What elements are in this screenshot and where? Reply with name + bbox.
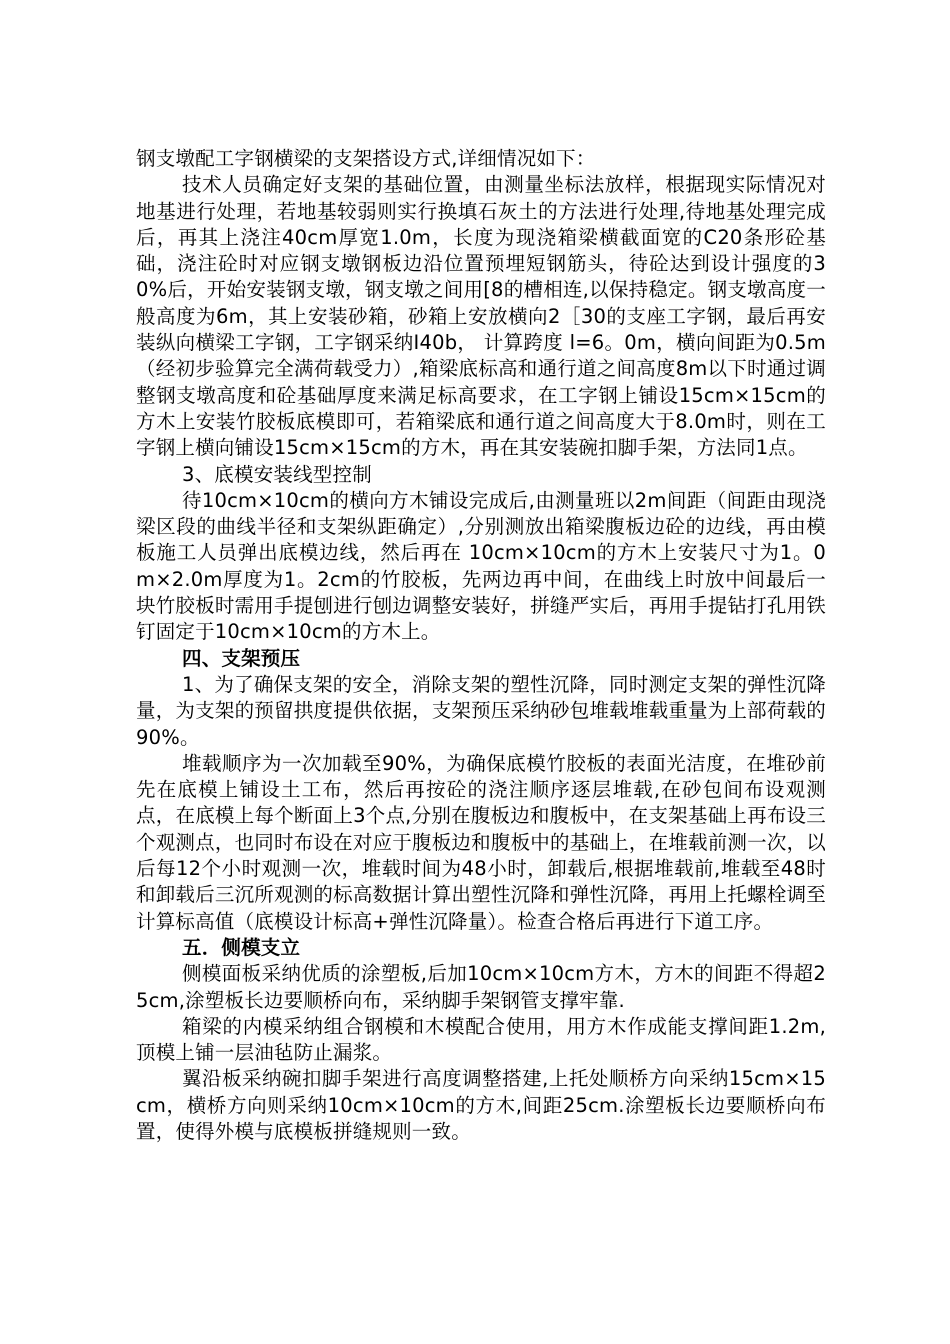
paragraph-foundation: 技术人员确定好支架的基础位置，由测量坐标法放样，根据现实际情况对地基进行处理，若地基较弱则实行换填石灰土的方法进行处理,待地基处理完成后，再其上浇注40cm厚宽1.0m，长度为现浇箱梁横截面宽的C20条形砼基础，浇注砼时对应钢支墩钢板边沿位置预埋短钢筋头，待砼达到设计强度的30%后，开始安装钢支墩，钢支墩之间用[8的槽相连,以保持稳定。钢支墩高度一般高度为6m，其上安装砂箱，砂箱上安放横向2［30的支座工字钢，最后再安装纵向横梁工字钢，工字钢采纳I40b， 计算跨度 l=6。0m，横向间距为0.5m（经初步验算完全满荷载受力）,箱梁底标高和通行道之间高度8m以下时通过调整钢支墩高度和砼基础厚度来满足标高要求，在工字钢上铺设15cm×15cm的方木上安装竹胶板底模即可，若箱梁底和通行道之间高度大于8.0m时，则在工字钢上横向铺设15cm×15cm的方木，再在其安装碗扣脚手架，方法同1点。 <box>136 173 826 460</box>
document-body <box>136 146 826 1145</box>
paragraph-inner-formwork: 箱梁的内模采纳组合钢模和木模配合使用，用方木作成能支撑间距1.2m,顶模上铺一层油毡防止漏浆。 <box>136 1014 826 1065</box>
heading-side-formwork: 五．侧模支立 <box>182 935 301 959</box>
paragraph-preloading-purpose: 1、为了确保支架的安全，消除支架的塑性沉降，同时测定支架的弹性沉降量，为支架的预留拱度提供依据，支架预压采纳砂包堆载堆载重量为上部荷载的90%。 <box>136 672 826 749</box>
paragraph-intro: 钢支墩配工字钢横梁的支架搭设方式,详细情况如下： <box>136 147 596 170</box>
paragraph-bottom-formwork: 待10cm×10cm的横向方木铺设完成后,由测量班以2m间距（间距由现浇梁区段的曲线半径和支架纵距确定）,分别测放出箱梁腹板边砼的边线，再由模板施工人员弹出底模边线，然后再在 10cm×10cm的方木上安装尺寸为1。0m×2.0m厚度为1。2cm的竹胶板，先两边再中间，在曲线上时放中间最后一块竹胶板时需用手提刨进行刨边调整安装好，拼缝严实后，再用手提钻打孔用铁钉固定于10cm×10cm的方木上。 <box>136 488 826 644</box>
heading-preloading: 四、支架预压 <box>182 646 301 670</box>
paragraph-wing-slab: 翼沿板采纳碗扣脚手架进行高度调整搭建,上托处顺桥方向采纳15cm×15cm，横桥方向则采纳10cm×10cm的方木,间距25cm.涂塑板长边要顺桥向布置，使得外模与底模板拼缝规则一致。 <box>136 1067 826 1143</box>
paragraph-side-formwork: 侧模面板采纳优质的涂塑板,后加10cm×10cm方木，方木的间距不得超25cm,涂塑板长边要顺桥向布，采纳脚手架钢管支撑牢靠. <box>136 962 826 1012</box>
subheading-bottom-formwork: 3、底模安装线型控制 <box>182 462 372 486</box>
paragraph-preloading-sequence: 堆载顺序为一次加载至90%，为确保底模竹胶板的表面光洁度，在堆砂前先在底模上铺设土工布，然后再按砼的浇注顺序逐层堆载,在砂包间布设观测点，在底模上每个断面上3个点,分别在腹板边和腹板中，在支架基础上再布设三个观测点，也同时布设在对应于腹板边和腹板中的基础上，在堆载前测一次，以后每12个小时观测一次，堆载时间为48小时，卸载后,根据堆载前,堆载至48时和卸载后三沉所观测的标高数据计算出塑性沉降和弹性沉降，再用上托螺栓调至计算标高值（底模设计标高+弹性沉降量）。检查合格后再进行下道工序。 <box>136 751 826 933</box>
